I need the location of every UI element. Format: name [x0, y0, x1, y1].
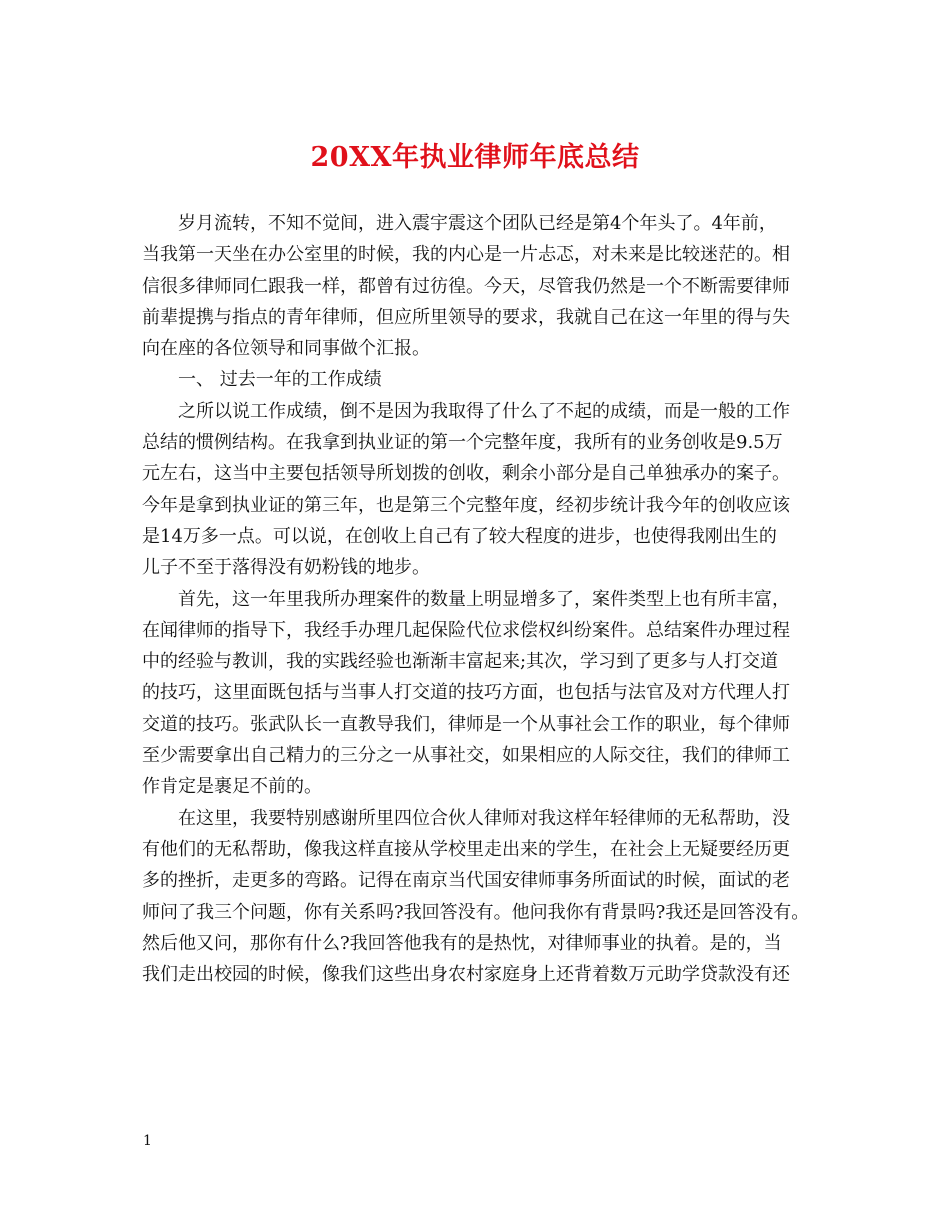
- text-line: 多的挫折，走更多的弯路。记得在南京当代国安律师事务所面试的时候，面试的老: [142, 870, 790, 892]
- text-line: 之所以说工作成绩，倒不是因为我取得了什么了不起的成绩，而是一般的工作: [178, 400, 790, 422]
- text-line: 的技巧，这里面既包括与当事人打交道的技巧方面，也包括与法官及对方代理人打: [142, 682, 790, 704]
- text-line: 在这里，我要特别感谢所里四位合伙人律师对我这样年轻律师的无私帮助，没: [178, 807, 790, 829]
- text-line: 向在座的各位领导和同事做个汇报。: [142, 338, 430, 360]
- text-line: 前辈提携与指点的青年律师，但应所里领导的要求，我就自己在这一年里的得与失: [142, 306, 790, 328]
- text-line: 岁月流转，不知不觉间，进入震宇震这个团队已经是第4个年头了。4年前，: [178, 213, 777, 234]
- text-line: 信很多律师同仁跟我一样，都曾有过彷徨。今天，尽管我仍然是一个不断需要律师: [142, 275, 790, 297]
- text-line: 交道的技巧。张武队长一直教导我们，律师是一个从事社会工作的职业，每个律师: [142, 713, 790, 735]
- document-body: [142, 208, 822, 990]
- text-line: 是14万多一点。可以说，在创收上自己有了较大程度的进步，也使得我刚出生的: [142, 525, 777, 547]
- text-line: 师问了我三个问题，你有关系吗?我回答没有。他问我你有背景吗?我还是回答没有。: [142, 901, 810, 923]
- text-line: 总结的惯例结构。在我拿到执业证的第一个完整年度，我所有的业务创收是9.5万: [142, 432, 783, 454]
- text-line: 作肯定是裹足不前的。: [142, 776, 322, 798]
- text-line: 当我第一天坐在办公室里的时候，我的内心是一片忐忑，对未来是比较迷茫的。相: [142, 244, 790, 266]
- text-line: 今年是拿到执业证的第三年，也是第三个完整年度，经初步统计我今年的创收应该: [142, 494, 790, 516]
- page-number: 1: [143, 1133, 152, 1149]
- text-line: 至少需要拿出自己精力的三分之一从事社交，如果相应的人际交往，我们的律师工: [142, 745, 790, 767]
- text-line: 中的经验与教训，我的实践经验也渐渐丰富起来;其次，学习到了更多与人打交道: [142, 651, 779, 673]
- text-line: 儿子不至于落得没有奶粉钱的地步。: [142, 557, 430, 579]
- document-title: 20XX年执业律师年底总结: [310, 142, 640, 173]
- text-line: 一、 过去一年的工作成绩: [178, 369, 382, 391]
- text-line: 元左右，这当中主要包括领导所划拨的创收，剩余小部分是自己单独承办的案子。: [142, 463, 790, 485]
- text-line: 有他们的无私帮助，像我这样直接从学校里走出来的学生，在社会上无疑要经历更: [142, 838, 790, 860]
- text-line: 我们走出校园的时候，像我们这些出身农村家庭身上还背着数万元助学贷款没有还: [142, 964, 790, 986]
- text-line: 在闻律师的指导下，我经手办理几起保险代位求偿权纠纷案件。总结案件办理过程: [142, 619, 790, 641]
- text-line: 然后他又问，那你有什么?我回答他我有的是热忱，对律师事业的执着。是的，当: [142, 932, 782, 954]
- text-line: 首先，这一年里我所办理案件的数量上明显增多了，案件类型上也有所丰富，: [178, 588, 790, 610]
